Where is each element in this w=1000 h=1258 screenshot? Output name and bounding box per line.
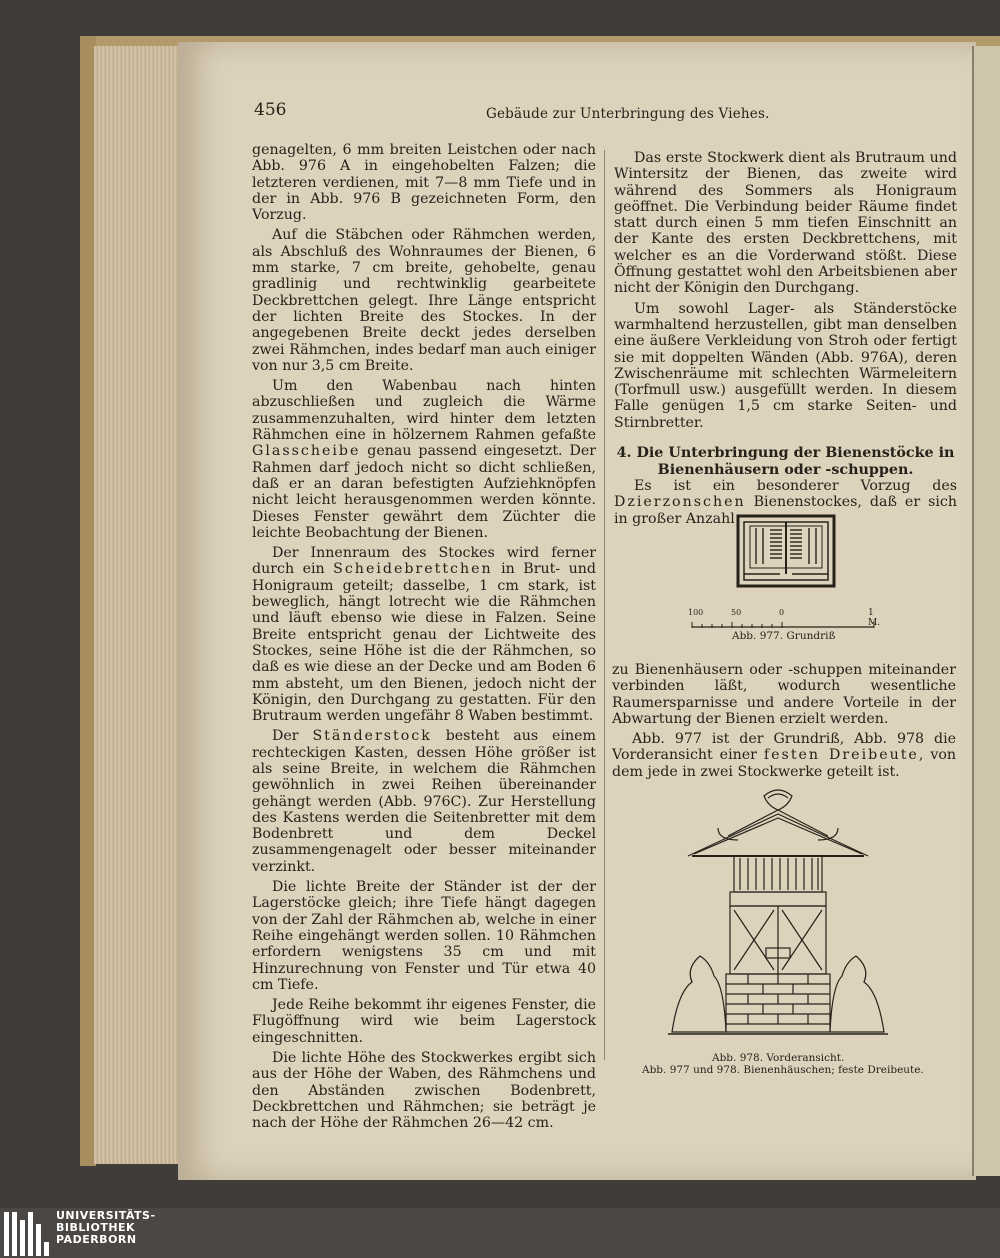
combined-figure-caption: Abb. 977 und 978. Bienenhäuschen; feste Dreibeute. [642, 1064, 924, 1076]
paragraph: Der Innenraum des Stockes wird ferner durch ein Scheidebrettchen in Brut- und Honigraum geteilt; dasselbe, 1 cm stark, ist beweglich, hängt lotrecht wie die Rähmchen und läuft ebenso wie diese in Falzen. Seine Breite entspricht genau der Lichtweite des Stockes, seine Höhe ist die der Rähmchen, so daß es wie diese an der Decke und am Boden 6 mm absteht, um den Bienen, jedoch nicht der Königin, den Durchgang zu gestatten. Für den Brutraum werden ungefähr 8 Waben bestimmt. [252, 545, 596, 725]
scale-label: 100 [688, 608, 704, 617]
spaced-term: Ständerstock [312, 728, 432, 745]
paragraph: Das erste Stockwerk dient als Brutraum und Wintersitz der Bienen, das zweite wird während des Sommers als Honigraum geöffnet. Die Verbindung beider Räume findet statt durch einen 5 mm tiefen Einschnitt an der Kante des ersten Deckbrettchens, mit welcher es an die Vorderwand stößt. Diese Öffnung gestattet wohl den Arbeitsbienen aber nicht der Königin den Durchgang. [614, 150, 957, 297]
scale-label: 1 M. [868, 608, 881, 628]
spaced-term: Glasscheibe [252, 443, 361, 460]
scale-label: 50 [731, 608, 742, 617]
page-edges [94, 46, 180, 1164]
paragraph: Abb. 977 ist der Grundriß, Abb. 978 die Vorderansicht einer festen Dreibeute, von dem jede in zwei Stockwerke geteilt ist. [612, 731, 957, 780]
column-divider [604, 150, 605, 1060]
spaced-term: festen Dreibeute [763, 747, 919, 764]
paragraph: Es ist ein besonderer Vorzug des Dzierzonschen Bienenstockes, daß er sich in großer Anzahl [614, 478, 957, 527]
paragraph: Um den Wabenbau nach hinten abzuschließen und zugleich die Wärme zusammenzuhalten, wird hinter dem letzten Rähmchen eine in hölzernem Rahmen gefaßte Glasscheibe genau passend eingesetzt. Der Rahmen darf jedoch nicht so dicht schließen, daß er an daran befestigten Aufziehknöpfen nicht leicht herausgenommen werden könnte. Dieses Fenster gewährt dem Züchter die leichte Beobachtung der Bienen. [252, 378, 596, 541]
spaced-term: Scheidebrettchen [333, 561, 493, 578]
spaced-term: Dzierzonschen [614, 494, 746, 511]
figure-977-caption: Abb. 977. Grundriß [732, 630, 836, 642]
right-column [614, 150, 957, 527]
figure-978-bee-house-front-view [668, 786, 888, 1040]
scale-label: 0 [779, 608, 785, 617]
paragraph: Um sowohl Lager- als Ständerstöcke warmhaltend herzustellen, gibt man denselben eine äußere Verkleidung von Stroh oder fertigt sie mit doppelten Wänden (Abb. 976A), deren Zwischenräume mit schlechten Wärmeleitern (Torfmull usw.) ausgefüllt werden. In diesem Falle genügen 1,5 cm starke Seiten- und Stirnbretter. [614, 300, 957, 431]
page-number: 456 [254, 100, 287, 120]
running-head: Gebäude zur Unterbringung des Viehes. [486, 106, 770, 122]
paragraph: Die lichte Breite der Ständer ist der der Lagerstöcke gleich; ihre Tiefe hängt dagegen von der Zahl der Rähmchen ab, welche in einer Reihe eingehängt werden sollen. 10 Rähmchen erfordern wenigstens 35 cm und mit Hinzurechnung von Fenster und Tür etwa 40 cm Tiefe. [252, 879, 596, 993]
paragraph: zu Bienenhäusern oder -schuppen miteinander verbinden läßt, wodurch wesentliche Raumersparnisse und andere Vorteile in der Abwartung der Bienen erzielt werden. [612, 662, 956, 727]
figure-978-caption: Abb. 978. Vorderansicht. [712, 1052, 845, 1064]
library-logo-icon [4, 1212, 50, 1256]
section-heading: 4. Die Unterbringung der Bienenstöcke in Bienenhäusern oder -schuppen. [616, 445, 955, 478]
next-page-edge [972, 46, 1000, 1176]
paragraph: genagelten, 6 mm breiten Leistchen oder nach Abb. 976 A in eingehobelten Falzen; die letzteren verdienen, mit 7—8 mm Tiefe und in der in Abb. 976 B gezeichneten Form, den Vorzug. [252, 142, 596, 224]
left-column [252, 142, 596, 1132]
paragraph: Jede Reihe bekommt ihr eigenes Fenster, die Flugöffnung wird wie beim Lagerstock eingeschnitten. [252, 997, 596, 1046]
paragraph: Die lichte Höhe des Stockwerkes ergibt sich aus der Höhe der Waben, des Rähmchens und den Abständen zwischen Bodenbrett, Deckbrettchen und Rähmchen; sie beträgt je nach der Höhe der Rähmchen 26—42 cm. [252, 1050, 596, 1132]
paragraph: Auf die Stäbchen oder Rähmchen werden, als Abschluß des Wohnraumes der Bienen, 6 mm starke, 7 cm breite, gehobelte, genau gradlinig und rechtwinklig gearbeitete Deckbrettchen gelegt. Ihre Länge entspricht der lichten Breite des Stockes. In der angegebenen Breite deckt jedes derselben zwei Rähmchen, indes bedarf man auch einiger von nur 3,5 cm Breite. [252, 227, 596, 374]
library-name-line2: BIBLIOTHEK [56, 1221, 136, 1234]
library-name-line3: PADERBORN [56, 1233, 137, 1246]
figure-977-floor-plan [736, 514, 836, 588]
paragraph: Der Ständerstock besteht aus einem rechteckigen Kasten, dessen Höhe größer ist als seine Breite, in welchem die Rähmchen gewöhnlich in zwei Reihen übereinander gehängt werden (Abb. 976C). Zur Herstellung des Kastens werden die Seitenbretter mit dem Bodenbrett und dem Deckel zusammengenagelt oder besser miteinander verzinkt. [252, 728, 596, 875]
right-column-continued [612, 662, 956, 780]
library-name-line1: UNIVERSITÄTS- [56, 1209, 156, 1222]
